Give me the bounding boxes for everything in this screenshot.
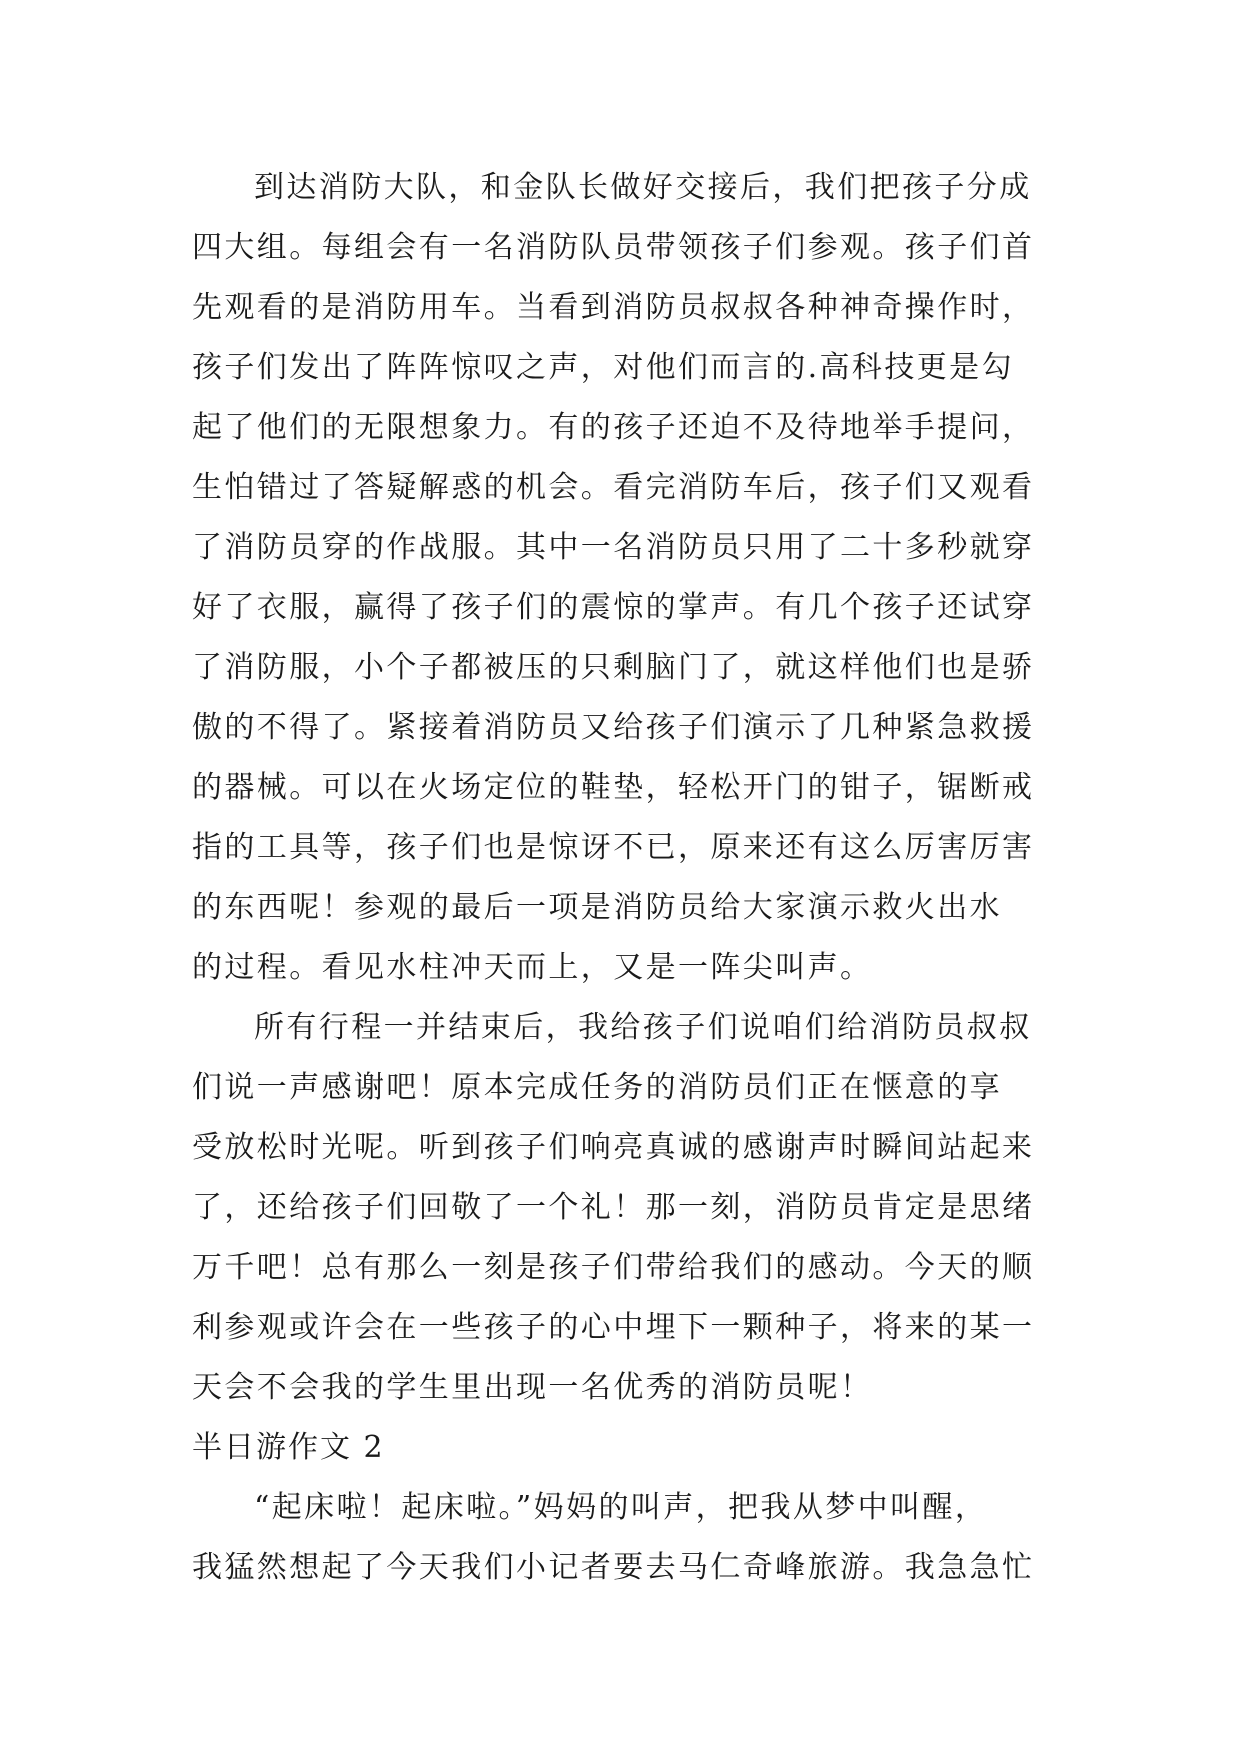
paragraph-line: 万千吧！总有那么一刻是孩子们带给我们的感动。今天的顺 bbox=[192, 1250, 1035, 1285]
paragraph-line: 的过程。看见水柱冲天而上，又是一阵尖叫声。 bbox=[192, 950, 873, 985]
paragraph-line: “起床啦！起床啦。”妈妈的叫声，把我从梦中叫醒， bbox=[254, 1490, 988, 1525]
paragraph-line: 利参观或许会在一些孩子的心中埋下一颗种子，将来的某一 bbox=[192, 1310, 1035, 1345]
paragraph-line: 四大组。每组会有一名消防队员带领孩子们参观。孩子们首 bbox=[192, 230, 1035, 265]
paragraph-line: 好了衣服，赢得了孩子们的震惊的掌声。有几个孩子还试穿 bbox=[192, 590, 1035, 625]
paragraph-line: 了，还给孩子们回敬了一个礼！那一刻，消防员肯定是思绪 bbox=[192, 1190, 1035, 1225]
paragraph-wake-up bbox=[192, 1478, 1062, 1598]
paragraph-line: 到达消防大队，和金队长做好交接后，我们把孩子分成 bbox=[254, 170, 1032, 205]
section-heading: 半日游作文 2 bbox=[192, 1430, 385, 1465]
paragraph-line: 的东西呢！参观的最后一项是消防员给大家演示救火出水 bbox=[192, 890, 1002, 925]
paragraph-line: 生怕错过了答疑解惑的机会。看完消防车后，孩子们又观看 bbox=[192, 470, 1035, 505]
paragraph-line: 我猛然想起了今天我们小记者要去马仁奇峰旅游。我急急忙 bbox=[192, 1550, 1035, 1585]
paragraph-line: 所有行程一并结束后，我给孩子们说咱们给消防员叔叔 bbox=[254, 1010, 1032, 1045]
paragraph-thank-firefighters bbox=[192, 998, 1062, 1418]
paragraph-line: 指的工具等，孩子们也是惊讶不已，原来还有这么厉害厉害 bbox=[192, 830, 1035, 865]
paragraph-fire-station-visit bbox=[192, 158, 1062, 998]
paragraph-line: 的器械。可以在火场定位的鞋垫，轻松开门的钳子，锯断戒 bbox=[192, 770, 1035, 805]
paragraph-line: 了消防员穿的作战服。其中一名消防员只用了二十多秒就穿 bbox=[192, 530, 1035, 565]
paragraph-line: 傲的不得了。紧接着消防员又给孩子们演示了几种紧急救援 bbox=[192, 710, 1035, 745]
paragraph-line: 孩子们发出了阵阵惊叹之声，对他们而言的.高科技更是勾 bbox=[192, 350, 1014, 385]
paragraph-line: 天会不会我的学生里出现一名优秀的消防员呢！ bbox=[192, 1370, 873, 1405]
document-body bbox=[192, 158, 1062, 1598]
paragraph-line: 了消防服，小个子都被压的只剩脑门了，就这样他们也是骄 bbox=[192, 650, 1035, 685]
paragraph-line: 们说一声感谢吧！原本完成任务的消防员们正在惬意的享 bbox=[192, 1070, 1002, 1105]
paragraph-line: 受放松时光呢。听到孩子们响亮真诚的感谢声时瞬间站起来 bbox=[192, 1130, 1035, 1165]
paragraph-line: 起了他们的无限想象力。有的孩子还迫不及待地举手提问， bbox=[192, 410, 1035, 445]
paragraph-line: 先观看的是消防用车。当看到消防员叔叔各种神奇操作时， bbox=[192, 290, 1035, 325]
